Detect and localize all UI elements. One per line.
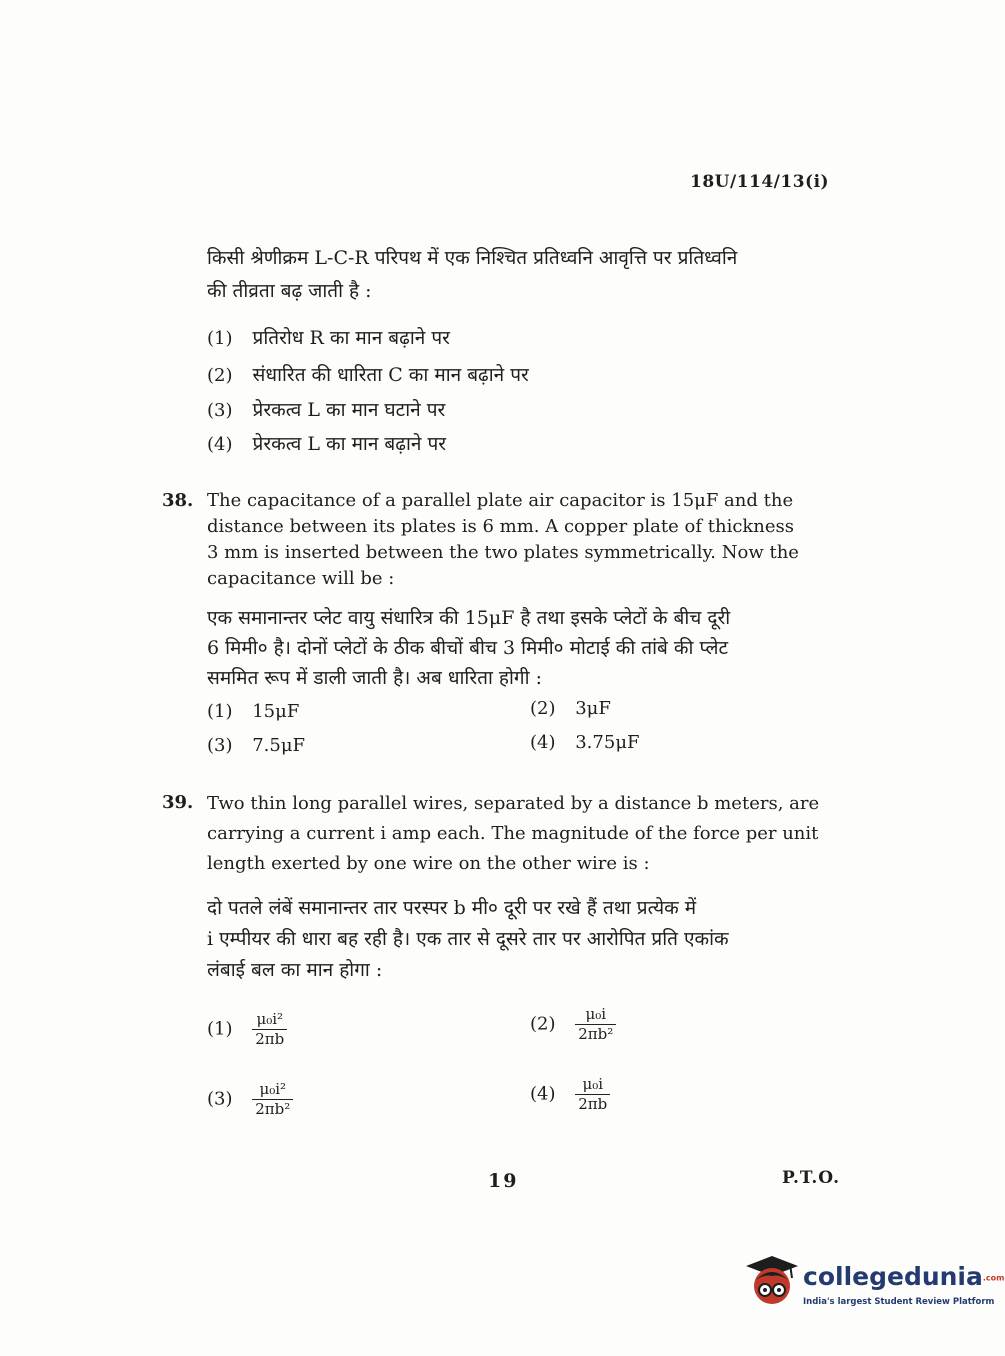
page-number: 19 [488, 1170, 519, 1192]
q38-eng-line-4: capacitance will be : [207, 568, 395, 589]
q39-option-3-fraction: $\frac{\text{μ₀i²}}{\text{2πb²}}$ [252, 1080, 293, 1119]
pto-label: P.T.O. [782, 1168, 840, 1188]
q39-hindi-line-1: दो पतले लंबें समानान्तर तार परस्पर b मी० दूरी पर रखे हैं तथा प्रत्येक में [207, 897, 697, 919]
q39-option-2-fraction: $\frac{\text{μ₀i}}{\text{2πb²}}$ [575, 1005, 616, 1044]
q39-option-1-fraction: $\frac{\text{μ₀i²}}{2\pi b}$ [252, 1010, 287, 1049]
q39-eng-line-1: Two thin long parallel wires, separated by a distance b meters, are [207, 793, 820, 814]
q37-option-2: (2) संधारित की धारिता C का मान बढ़ाने पर [207, 364, 529, 386]
mascot-logo-icon [742, 1250, 802, 1310]
q39-option-4-fraction: $\frac{\text{μ₀i}}{2\pi b}$ [575, 1075, 610, 1114]
q39-eng-line-2: carrying a current i amp each. The magnitude of the force per unit [207, 823, 819, 844]
q39-hindi-line-2: i एम्पीयर की धारा बह रही है। एक तार से दूसरे तार पर आरोपित प्रति एकांक [207, 928, 729, 950]
q38-hindi-line-3: सममित रूप में डाली जाती है। अब धारिता होगी : [207, 667, 542, 689]
q38-option-1: (1) 15μF [207, 701, 300, 722]
q39-eng-line-3: length exerted by one wire on the other wire is : [207, 853, 650, 874]
q38-eng-line-2: distance between its plates is 6 mm. A copper plate of thickness [207, 516, 795, 537]
q38-eng-line-3: 3 mm is inserted between the two plates symmetrically. Now the [207, 542, 799, 563]
q39-option-4: (4) $\frac{\text{μ₀i}}{2\pi b}$ [530, 1075, 610, 1114]
q38-english [207, 488, 847, 592]
paper-code: 18U/114/13(i) [690, 172, 830, 192]
q38-number: 38. [162, 490, 194, 511]
q39-number: 39. [162, 792, 194, 813]
q37-option-1: (1) प्रतिरोध R का मान बढ़ाने पर [207, 327, 450, 349]
q39-english [207, 789, 847, 879]
q38-option-3: (3) 7.5μF [207, 735, 306, 756]
q39-hindi [207, 893, 847, 986]
q39-option-3: (3) $\frac{\text{μ₀i²}}{\text{2πb²}}$ [207, 1080, 293, 1119]
q39-option-2: (2) $\frac{\text{μ₀i}}{\text{2πb²}}$ [530, 1005, 616, 1044]
q38-hindi-line-2: 6 मिमी० है। दोनों प्लेटों के ठीक बीचों बीच 3 मिमी० मोटाई की तांबे की प्लेट [207, 637, 729, 659]
q37-option-4: (4) प्रेरकत्व L का मान बढ़ाने पर [207, 433, 447, 455]
q39-option-1: (1) $\frac{\text{μ₀i²}}{2\pi b}$ [207, 1010, 287, 1049]
q38-hindi-line-1: एक समानान्तर प्लेट वायु संधारित्र की 15μF है तथा इसके प्लेटों के बीच दूरी [207, 607, 731, 629]
q37-hindi [207, 242, 847, 308]
collegedunia-brand: collegedunia.com [803, 1262, 1005, 1291]
q39-hindi-line-3: लंबाई बल का मान होगा : [207, 959, 383, 981]
q37-hindi-line-1: किसी श्रेणीक्रम L-C-R परिपथ में एक निश्चित प्रतिध्वनि आवृत्ति पर प्रतिध्वनि [207, 247, 738, 269]
q38-option-4: (4) 3.75μF [530, 732, 640, 753]
q38-option-2: (2) 3μF [530, 698, 611, 719]
q37-option-3: (3) प्रेरकत्व L का मान घटाने पर [207, 399, 446, 421]
collegedunia-tagline: India's largest Student Review Platform [803, 1297, 995, 1307]
q38-hindi [207, 603, 847, 693]
q38-eng-line-1: The capacitance of a parallel plate air capacitor is 15μF and the [207, 490, 794, 511]
q37-hindi-line-2: की तीव्रता बढ़ जाती है : [207, 280, 372, 302]
